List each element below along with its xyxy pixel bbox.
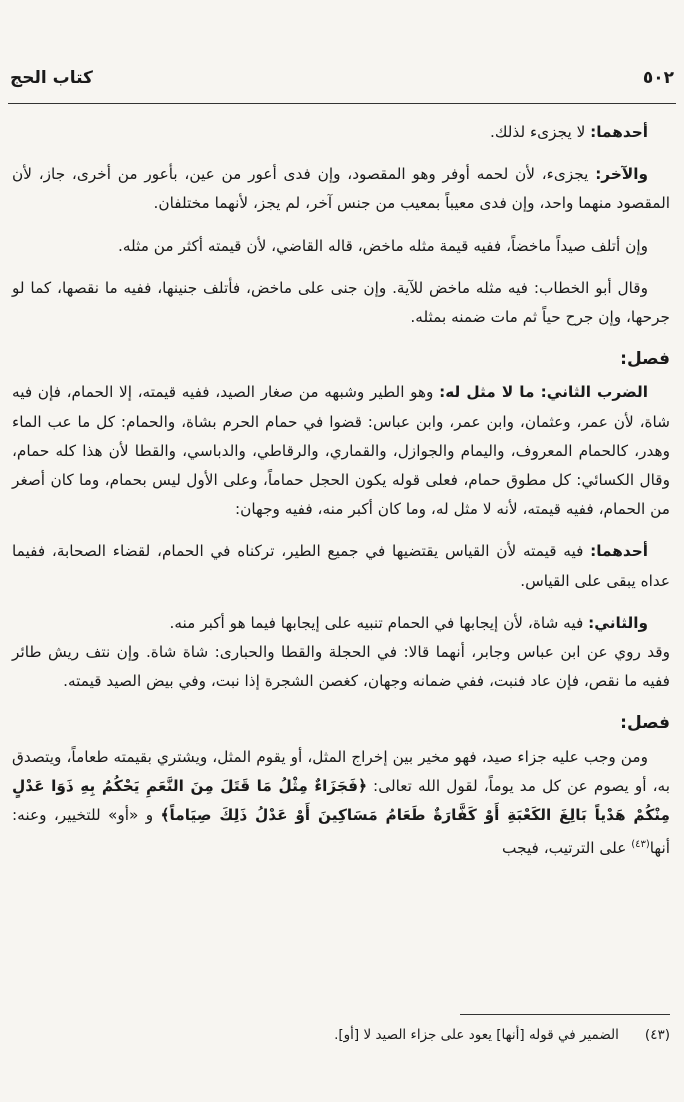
paragraph-narration [12, 638, 670, 696]
paragraph-text: وقال أبو الخطاب: فيه مثله ماخض للآية. وإن جنى على ماخض، فأتلف جنينها، ففيه ما نقصها، كما لو جرحها، وإن جرح حياً ثم مات ضمنه بمثله. [12, 278, 670, 327]
footnote [12, 1024, 670, 1046]
paragraph-lead: أحدهما: [590, 123, 648, 141]
paragraph-second-view [12, 609, 670, 638]
paragraph-second-opinion [12, 160, 670, 218]
page-number: ٥٠٢ [642, 68, 674, 88]
paragraph-lead: أحدهما: [590, 542, 648, 561]
paragraph-text: فيه شاة، لأن إيجابها في الحمام تنبيه على إيجابها فيما هو أكبر منه. [169, 613, 589, 632]
paragraph-first-opinion [12, 118, 670, 147]
footnote-rule [460, 1014, 670, 1015]
quran-verse: ﴿فَجَزَاءٌ مِثْلُ مَا قَتَلَ مِنَ النَّعَمِ يَحْكُمُ بِهِ ذَوَا عَدْلٍ مِنْكُمْ هَدْياً بَالِغَ الكَعْبَةِ أَوْ كَفَّارَةٌ طَعَامُ مَسَاكِينَ أَوْ عَدْلُ ذَلِكَ صِيَاماً﴾ [12, 776, 670, 825]
footnote-number: (٤٣) [644, 1027, 670, 1043]
paragraph-text: على الترتيب، فيجب [502, 839, 632, 858]
paragraph-lead: والآخر: [595, 165, 648, 184]
section-heading: فصل: [620, 349, 670, 370]
paragraph-text: وإن أتلف صيداً ماخضاً، ففيه قيمة مثله ماخض، قاله القاضي، لأن قيمته أكثر من مثله. [117, 236, 648, 255]
paragraph-text: ومن وجب عليه جزاء صيد، فهو مخير بين إخراج المثل، أو يقوم المثل، ويشتري بقيمته طعاماً، ويتصدق به، أو يصوم عن كل مد يوماً، لقول الله تعالى: [12, 747, 670, 795]
paragraph-lead: الضرب الثاني: ما لا مثل له: [439, 383, 648, 402]
paragraph-text: و «أو» للتخيير، وعنه: أنها [12, 806, 670, 858]
page-body [12, 118, 670, 877]
paragraph-first-view [12, 537, 670, 595]
footnote-text: الضمير في قوله [أنها] يعود على جزاء الصيد لا [أو]. [334, 1027, 619, 1043]
paragraph-text: وقد روي عن ابن عباس وجابر، أنهما قالا: في الحجلة والقطا والحبارى: شاة شاة. وإن نتف ريش طائر ففيه ما نقص، فإن عاد فنبت، ففي ضمانه وجهان، كغصن الشجرة إذا نبت، وفي بيض الصيد قيمته. [12, 643, 670, 691]
paragraph-pregnant-game [12, 232, 670, 261]
paragraph-abu-alkhattab [12, 274, 670, 332]
book-title: كتاب الحج [10, 68, 93, 88]
paragraph-text: وهو الطير وشبهه من صغار الصيد، ففيه قيمته، إلا الحمام، فإن فيه شاة، لأن عمر، وعثمان، وابن عمر، وابن عباس: قضوا في حمام الحرم بشاة، والحمام: كل ما عب الماء وهدر، كالحمام المعروف، واليمام والجوازل، والقماري، والرقاطي، والدباسي، والقطا لأن هذا كله حمام، وقال الكسائي: كل مطوق حمام، فعلى قوله يكون الحجل حماماً، وعلى الأول ليس بحمام، وما كان أصغر من الحمام، ففيه قيمته، لأنه لا مثل له، وما كان أكبر منه، ففيه وجهان: [12, 383, 670, 519]
paragraph-lead: والثاني: [588, 613, 648, 632]
paragraph-text: لا يجزىء لذلك. [490, 123, 591, 141]
paragraph-second-type [12, 378, 670, 524]
header-rule [8, 103, 676, 104]
paragraph-penalty-choice [12, 743, 670, 864]
section-heading: فصل: [620, 713, 670, 734]
page-header [10, 58, 674, 98]
paragraph-text: يجزىء، لأن لحمه أوفر وهو المقصود، وإن فدى أعور من عين، بأعور من أخرى، جاز، لأن المقصود منهما واحد، وإن فدى معيباً بمعيب من جنس آخر، لم يجز، لأنهما مختلفان. [12, 165, 670, 213]
footnote-reference[interactable]: (٤٣) [631, 839, 650, 851]
paragraph-text: فيه قيمته لأن القياس يقتضيها في جميع الطير، تركناه في الحمام، لقضاء الصحابة، ففيما عداه يبقى على القياس. [12, 542, 670, 590]
